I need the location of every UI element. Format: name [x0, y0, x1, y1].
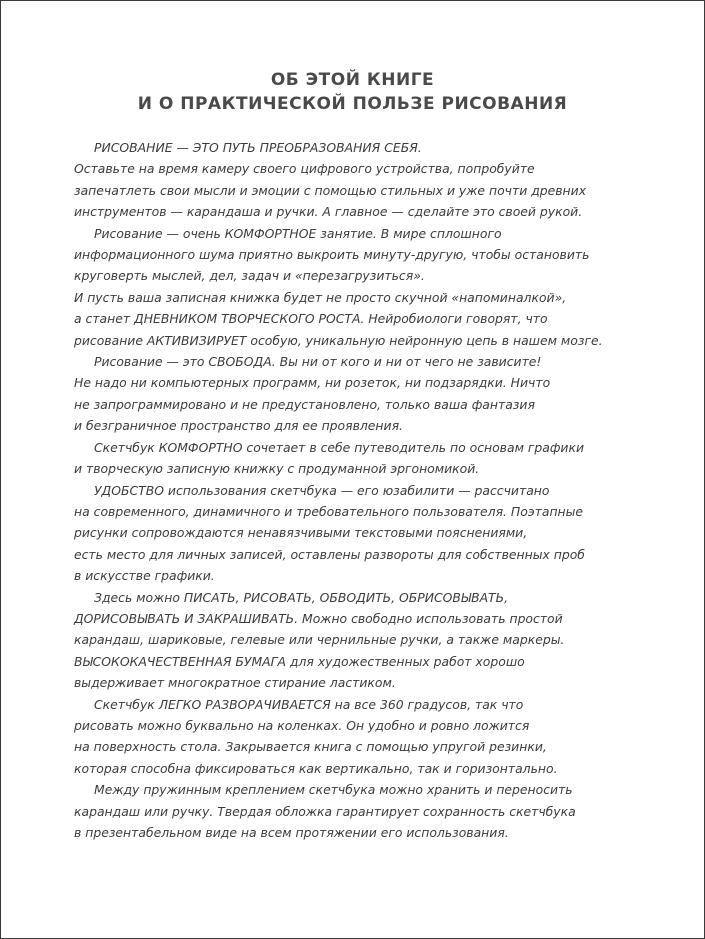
text-line: карандаш или ручку. Твердая обложка гарантирует сохранность скетчбука — [74, 803, 576, 819]
text-line: запечатлеть свои мысли и эмоции с помощью стильных и уже почти древних — [74, 182, 587, 198]
text-line: ВЫСОКОКАЧЕСТВЕННАЯ БУМАГА для художественных работ хорошо — [74, 653, 525, 669]
text-line: а станет ДНЕВНИКОМ ТВОРЧЕСКОГО РОСТА. Нейробиологи говорят, что — [74, 311, 548, 327]
text-line: Рисование — очень КОМФОРТНОЕ занятие. В мире сплошного — [94, 225, 502, 241]
text-line: рисунки сопровождаются ненавязчивыми текстовыми пояснениями, — [74, 525, 528, 541]
text-line: Между пружинным креплением скетчбука можно хранить и переносить — [94, 782, 573, 798]
text-line: и безграничное пространство для ее проявления. — [74, 418, 403, 434]
text-line: рисование АКТИВИЗИРУЕТ особую, уникальную нейронную цепь в нашем мозге. — [74, 332, 603, 348]
text-line: в презентабельном виде на всем протяжении его использования. — [74, 825, 509, 840]
text-line: и творческую записную книжку с продуманной эргономикой. — [74, 461, 480, 477]
text-line: И пусть ваша записная книжка будет не просто скучной «напоминалкой», — [74, 289, 567, 305]
text-line: рисовать можно буквально на коленках. Он удобно и ровно ложится — [74, 717, 530, 733]
title-line-1: ОБ ЭТОЙ КНИГЕ — [270, 70, 435, 90]
text-line: Скетчбук КОМФОРТНО сочетает в себе путеводитель по основам графики — [94, 439, 585, 455]
body-text — [74, 137, 664, 843]
text-line: УДОБСТВО использования скетчбука — его юзабилити — рассчитано — [94, 482, 550, 498]
text-line: которая способна фиксироваться как вертикально, так и горизонтально. — [74, 760, 558, 776]
title-line-2: И О ПРАКТИЧЕСКОЙ ПОЛЬЗЕ РИСОВАНИЯ — [137, 94, 568, 114]
text-line: не запрограммировано и не предустановлено, только ваша фантазия — [74, 396, 535, 412]
text-line: в искусстве графики. — [74, 568, 215, 584]
text-line: на современного, динамичного и требовательного пользователя. Поэтапные — [74, 503, 584, 519]
text-line: Скетчбук ЛЕГКО РАЗВОРАЧИВАЕТСЯ на все 360 градусов, так что — [94, 696, 524, 712]
text-line: на поверхность стола. Закрывается книга с помощью упругой резинки, — [74, 739, 547, 755]
text-line: Здесь можно ПИСАТЬ, РИСОВАТЬ, ОБВОДИТЬ, ОБРИСОВЫВАТЬ, — [94, 589, 509, 605]
text-line: Оставьте на время камеру своего цифрового устройства, попробуйте — [74, 161, 535, 177]
text-line: информационного шума приятно выкроить минуту-другую, чтобы остановить — [74, 247, 590, 263]
text-line: карандаш, шариковые, гелевые или чернильные ручки, а также маркеры. — [74, 632, 565, 648]
text-line: выдерживает многократное стирание ластиком. — [74, 675, 396, 691]
text-line: Не надо ни компьютерных программ, ни розеток, ни подзарядки. Ничто — [74, 375, 551, 391]
text-line: ДОРИСОВЫВАТЬ И ЗАКРАШИВАТЬ. Можно свободно использовать простой — [74, 610, 563, 626]
text-line: РИСОВАНИЕ — ЭТО ПУТЬ ПРЕОБРАЗОВАНИЯ СЕБЯ. — [94, 140, 422, 155]
text-line: круговерть мыслей, дел, задач и «перезагрузиться». — [74, 268, 425, 284]
page-title — [1, 68, 704, 116]
text-line: инструментов — карандаша и ручки. А главное — сделайте это своей рукой. — [74, 204, 583, 220]
text-line: есть место для личных записей, оставлены развороты для собственных проб — [74, 546, 585, 562]
text-line: Рисование — это СВОБОДА. Вы ни от кого и ни от чего не зависите! — [94, 354, 542, 370]
